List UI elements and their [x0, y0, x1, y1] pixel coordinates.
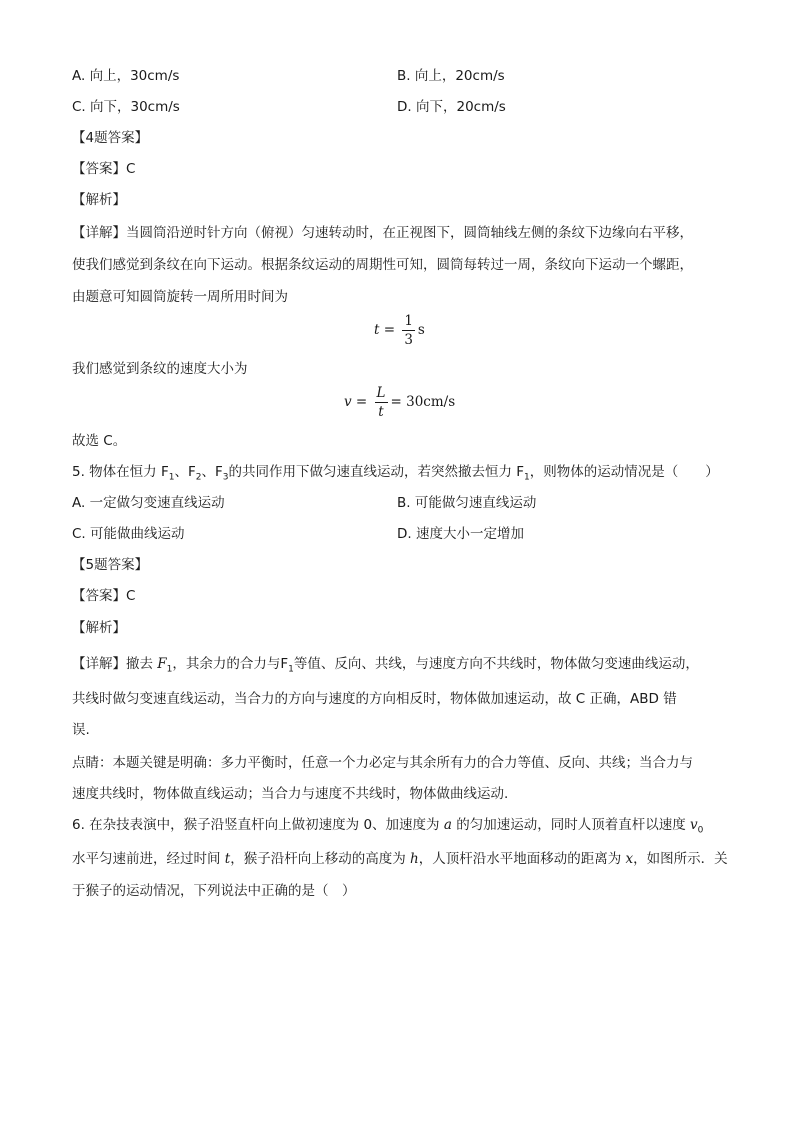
eq1-unit: s	[417, 322, 425, 338]
q5-answer: 【答案】C	[72, 588, 136, 604]
q5-note-line-1: 点睛：本题关键是明确：多力平衡时，任意一个力必定与其余所有力的合力等值、反向、共线；当合力与	[72, 755, 693, 771]
q4-option-b: B. 向上，20cm/s	[397, 68, 505, 84]
eq2-rhs: = 30cm/s	[390, 394, 456, 410]
q6-line1b: 的匀加速运动，同时人顶着直杆以速度	[451, 817, 690, 833]
q5-sub-1: 1	[168, 472, 175, 483]
q5-option-c: C. 可能做曲线运动	[72, 526, 185, 542]
q5-detail-var-f: F	[157, 656, 167, 672]
q5-stem-e: ，则物体的运动情况是（ ）	[529, 464, 719, 480]
q4-speed-text: 我们感觉到条纹的速度大小为	[72, 361, 248, 377]
equation-v	[344, 384, 455, 421]
q6-var-v-sub: 0	[697, 825, 704, 836]
eq1-lhs: t =	[374, 322, 396, 338]
q6-var-v: v	[690, 817, 698, 833]
q6-line2c: ，人顶杆沿水平地面移动的距离为	[418, 851, 626, 867]
q5-sub-3: 3	[222, 472, 229, 483]
q6-stem-line-2	[72, 849, 728, 869]
q5-analysis-label: 【解析】	[72, 620, 126, 636]
q5-sub-2: 2	[195, 472, 202, 483]
q6-var-x: x	[625, 851, 634, 867]
q5-detail-sub-1b: 1	[288, 664, 294, 675]
q6-stem-line-1	[72, 815, 703, 841]
q5-stem-c: 、F	[201, 464, 223, 480]
q5-stem-d: 的共同作用下做匀速直线运动，若突然撤去恒力 F	[228, 464, 525, 480]
q4-detail-line-2: 使我们感觉到条纹在向下运动。根据条纹运动的周期性可知，圆筒每转过一周，条纹向下运动一个螺距，	[72, 257, 693, 273]
q5-stem-a: 5. 物体在恒力 F	[72, 464, 169, 480]
q4-option-c: C. 向下，30cm/s	[72, 99, 180, 115]
q6-line1a: 6. 在杂技表演中，猴子沿竖直杆向上做初速度为 0、加速度为	[72, 817, 444, 833]
q5-stem	[72, 462, 719, 488]
q6-var-h: h	[410, 851, 419, 867]
eq1-fraction	[402, 312, 415, 349]
q5-detail-1a: 【详解】撤去	[72, 656, 158, 672]
eq2-numerator: L	[376, 385, 386, 401]
eq2-fraction	[375, 384, 388, 421]
q4-analysis-label: 【解析】	[72, 192, 126, 208]
q6-line2b: ，猴子沿杆向上移动的高度为	[230, 851, 411, 867]
q5-option-a: A. 一定做匀变速直线运动	[72, 495, 225, 511]
q6-line2d: ，如图所示．关	[633, 851, 728, 867]
q5-detail-line-1	[72, 654, 699, 680]
q4-conclusion: 故选 C。	[72, 433, 127, 449]
q5-detail-1b: ，其余力的合力与F	[172, 656, 289, 672]
q4-answer: 【答案】C	[72, 161, 136, 177]
q4-option-d: D. 向下，20cm/s	[397, 99, 506, 115]
q5-stem-b: 、F	[174, 464, 196, 480]
q5-detail-sub-1: 1	[166, 664, 173, 675]
q5-option-b: B. 可能做匀速直线运动	[397, 495, 537, 511]
eq1-denominator: 3	[404, 332, 413, 348]
q5-note-line-2: 速度共线时，物体做直线运动；当合力与速度不共线时，物体做曲线运动.	[72, 786, 509, 802]
q6-stem-line-3: 于猴子的运动情况，下列说法中正确的是（ ）	[72, 883, 356, 899]
q4-option-a: A. 向上，30cm/s	[72, 68, 180, 84]
q5-detail-line-3: 误.	[72, 722, 90, 738]
q5-answer-header: 【5题答案】	[72, 557, 149, 573]
q5-option-d: D. 速度大小一定增加	[397, 526, 524, 542]
q6-line2a: 水平匀速前进，经过时间	[72, 851, 225, 867]
q4-detail-line-3: 由题意可知圆筒旋转一周所用时间为	[72, 289, 288, 305]
eq2-denominator: t	[378, 404, 384, 420]
eq1-numerator: 1	[404, 313, 413, 329]
equation-t	[374, 312, 425, 349]
q5-sub-1b: 1	[524, 472, 530, 483]
q5-detail-line-2: 共线时做匀变速直线运动，当合力的方向与速度的方向相反时，物体做加速运动，故 C 正确，ABD 错	[72, 691, 677, 707]
q4-answer-header: 【4题答案】	[72, 130, 149, 146]
q6-var-a: a	[443, 817, 452, 833]
q4-detail-line-1: 【详解】当圆筒沿逆时针方向（俯视）匀速转动时，在正视图下，圆筒轴线左侧的条纹下边缘向右平移，	[72, 225, 693, 241]
q6-var-t: t	[224, 851, 231, 867]
q5-detail-1c: 等值、反向、共线，与速度方向不共线时，物体做匀变速曲线运动，	[293, 656, 699, 672]
eq2-lhs: v =	[344, 394, 368, 410]
